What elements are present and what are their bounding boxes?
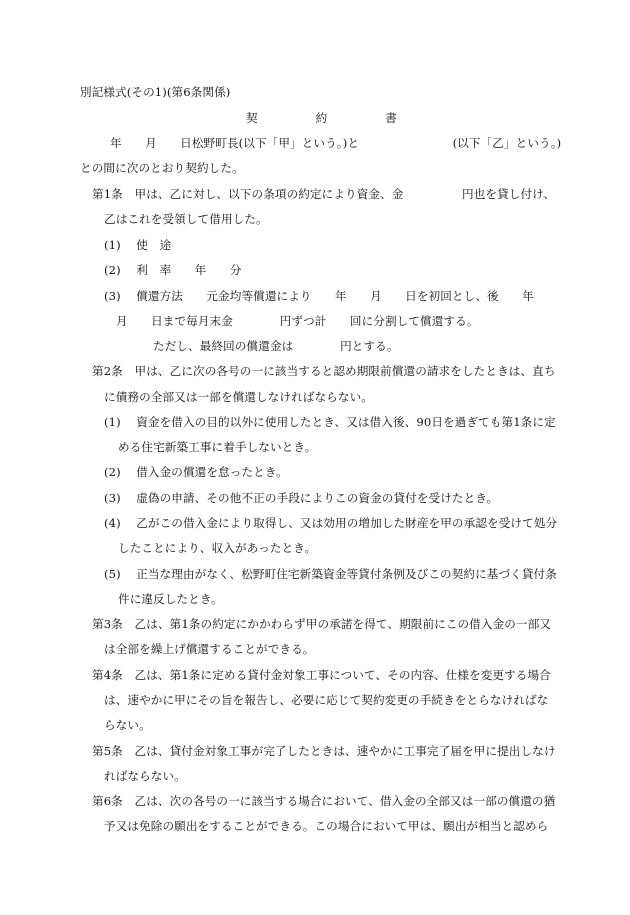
article-1-item: (3) 償還方法 元金均等償還により 年 月 日を初回とし、後 年 [104,289,534,303]
article-4-line: は、速やかに甲にその旨を報告し、必要に応じて契約変更の手続きをとらなければな [104,693,549,707]
article-1-item: (2) 利 率 年 分 [104,263,242,277]
article-4-line: 第4条 乙は、第1条に定める貸付金対象工事について、その内容、仕様を変更する場合 [92,668,551,682]
article-3-line: 第3条 乙は、第1条の約定にかかわらず甲の承諾を得て、期限前にこの借入金の一部又 [92,617,552,631]
article-2-item-cont: める住宅新築工事に着手しないとき。 [118,440,317,454]
article-2-item: (5) 正当な理由がなく、松野町住宅新築資金等貸付条例及びこの契約に基づく貸付条 [104,567,557,581]
article-5-line: 第5条 乙は、貸付金対象工事が完了したときは、速やかに工事完了届を甲に提出しなけ [92,744,556,758]
article-2-line: 第2条 甲は、乙に次の各号の一に該当すると認め期限前償還の請求をしたときは、直ち [92,364,556,378]
article-2-item: (1) 資金を借入の目的以外に使用したとき、又は借入後、90日を過ぎても第1条に定 [104,415,556,429]
article-1-item-cont: 月 日まで毎月末金 円ずつ計 回に分割して償還する。 [116,314,479,328]
article-6-line: 予又は免除の願出をすることができる。この場合において甲は、願出が相当と認めら [104,819,549,833]
article-1-line: 乙はこれを受領して借用した。 [104,212,268,226]
article-1-item-cont: ただし、最終回の償還金は 円とする。 [153,339,399,353]
article-5-line: ればならない。 [104,769,186,783]
article-4-line: らない。 [104,718,151,732]
document-title: 契 約 書 [246,111,397,125]
intro-line: との間に次のとおり契約した。 [80,161,244,175]
article-2-item-cont: 件に違反したとき。 [118,592,223,606]
form-header: 別記様式(その1)(第6条関係) [80,85,231,99]
article-3-line: は全部を繰上げ償還することができる。 [104,642,315,656]
article-6-line: 第6条 乙は、次の各号の一に該当する場合において、借入金の全部又は一部の償還の猶 [92,794,556,808]
article-1-line: 第1条 甲は、乙に対し、以下の条項の約定により資金、金 円也を貸し付け、 [92,187,556,201]
intro-line: 年 月 日松野町長(以下「甲」という。)と (以下「乙」という。) [110,136,562,150]
article-2-item: (3) 虚偽の申請、その他不正の手段によりこの資金の貸付を受けたとき。 [104,491,499,505]
article-2-item: (2) 借入金の償還を怠ったとき。 [104,465,288,479]
article-2-line: に債務の全部又は一部を償還しなければならない。 [104,390,373,404]
article-2-item: (4) 乙がこの借入金により取得し、又は効用の増加した財産を甲の承認を受けて処分 [104,516,558,530]
article-1-item: (1) 使 途 [104,238,172,252]
article-2-item-cont: したことにより、収入があったとき。 [118,541,317,555]
